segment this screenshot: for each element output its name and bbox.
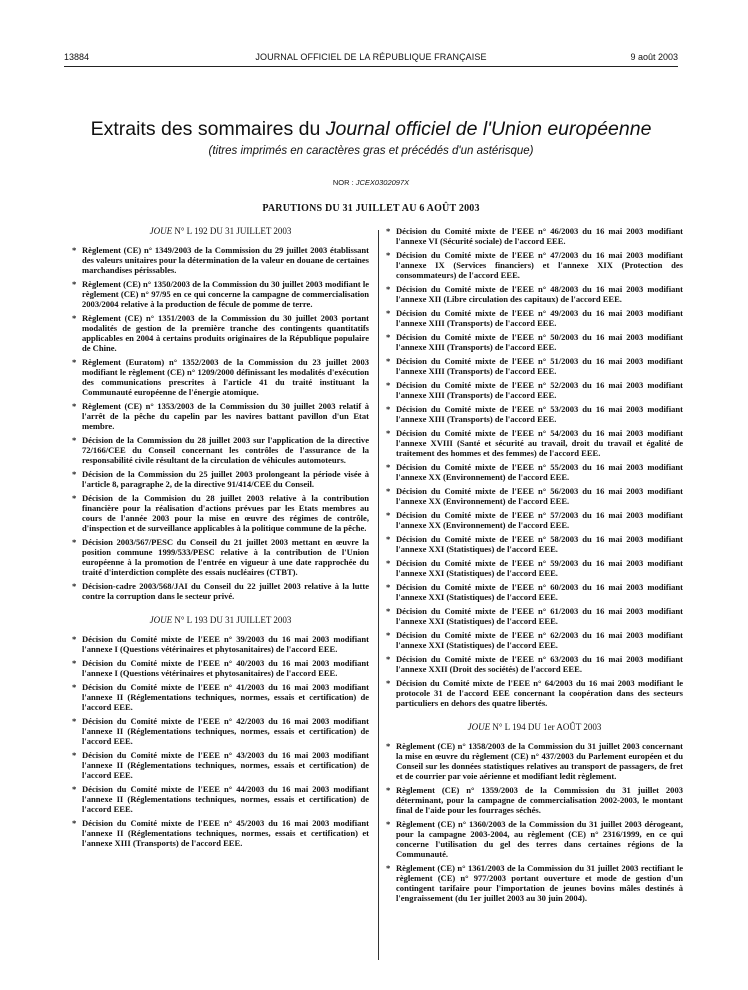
list-item (386, 462, 683, 482)
issue-reference: N° L 194 DU 1er AOÛT 2003 (490, 722, 602, 732)
page-header (64, 52, 678, 64)
item-text: Règlement (CE) n° 1350/2003 de la Commission du 30 juillet 2003 modifiant le règlement (CE) n° 97/95 en ce qui concerne la campagne de commercialisation 2003/2004 relative à la production de fécule de pomme de terre. (82, 279, 369, 309)
list-item (72, 658, 369, 678)
list-item (386, 428, 683, 458)
asterisk-bullet: * (72, 357, 77, 367)
list-item (72, 493, 369, 533)
asterisk-bullet: * (386, 678, 391, 688)
asterisk-bullet: * (386, 510, 391, 520)
asterisk-bullet: * (72, 245, 77, 255)
page-title (64, 118, 678, 141)
list-item (386, 250, 683, 280)
asterisk-bullet: * (386, 534, 391, 544)
asterisk-bullet: * (386, 404, 391, 414)
asterisk-bullet: * (386, 356, 391, 366)
item-text: Règlement (CE) n° 1349/2003 de la Commission du 29 juillet 2003 établissant des valeurs unitaires pour la détermination de la valeur en douane de certaines marchandises périssables. (82, 245, 369, 275)
item-text: Décision du Comité mixte de l'EEE n° 54/2003 du 16 mai 2003 modifiant l'annexe XVIII (Santé et sécurité au travail, droit du travail et égalité de traitement des hommes et des femmes) de l'accord EEE. (396, 428, 683, 458)
list-item (72, 784, 369, 814)
list-item (72, 401, 369, 431)
journal-issue-heading (72, 226, 369, 236)
title-emphasis: Journal officiel de l'Union européenne (325, 118, 652, 140)
header-rule (64, 66, 678, 67)
column-divider (378, 230, 379, 960)
item-text: Décision du Comité mixte de l'EEE n° 52/2003 du 16 mai 2003 modifiant l'annexe XIII (Transports) de l'accord EEE. (396, 380, 683, 400)
asterisk-bullet: * (386, 558, 391, 568)
asterisk-bullet: * (386, 428, 391, 438)
list-item (386, 863, 683, 903)
list-item (386, 678, 683, 708)
asterisk-bullet: * (72, 493, 77, 503)
asterisk-bullet: * (386, 462, 391, 472)
asterisk-bullet: * (72, 401, 77, 411)
asterisk-bullet: * (72, 682, 77, 692)
item-text: Règlement (CE) n° 1361/2003 de la Commission du 31 juillet 2003 rectifiant le règlement (CE) n° 977/2003 portant ouverture et mode de gestion d'un contingent tarifaire pour l'importation de jeunes bovins mâles destinés à l'engraissement (du 1er juillet 2003 au 30 juin 2004). (396, 863, 683, 903)
section-heading: PARUTIONS DU 31 JUILLET AU 6 AOÛT 2003 (262, 203, 480, 214)
item-text: Décision de la Commission du 25 juillet 2003 prolongeant la période visée à l'article 8, paragraphe 2, de la directive 91/414/CEE du Conseil. (82, 469, 369, 489)
list-item (386, 332, 683, 352)
list-item (386, 558, 683, 578)
list-item (72, 716, 369, 746)
list-item (386, 534, 683, 554)
nor-value: JCEX0302097X (355, 178, 410, 187)
item-text: Décision du Comité mixte de l'EEE n° 39/2003 du 16 mai 2003 modifiant l'annexe I (Questions vétérinaires et phytosanitaires) de l'accord EEE. (82, 634, 369, 654)
item-text: Décision du Comité mixte de l'EEE n° 50/2003 du 16 mai 2003 modifiant l'annexe XIII (Transports) de l'accord EEE. (396, 332, 683, 352)
asterisk-bullet: * (386, 785, 391, 795)
list-item (386, 510, 683, 530)
list-item (72, 313, 369, 353)
item-text: Décision du Comité mixte de l'EEE n° 46/2003 du 16 mai 2003 modifiant l'annexe VI (Sécurité sociale) de l'accord EEE. (396, 226, 683, 246)
item-text: Décision du Comité mixte de l'EEE n° 63/2003 du 16 mai 2003 modifiant l'annexe XXII (Droit des sociétés) de l'accord EEE. (396, 654, 683, 674)
item-text: Règlement (Euratom) n° 1352/2003 de la Commission du 23 juillet 2003 modifiant le règlement (CE) n° 1209/2000 définissant les modalités d'exécution des communications prescrites à l'article 41 du traité instituant la Communauté européenne de l'énergie atomique. (82, 357, 369, 397)
list-item (386, 486, 683, 506)
item-text: Décision du Comité mixte de l'EEE n° 43/2003 du 16 mai 2003 modifiant l'annexe II (Réglementations techniques, normes, essais et certification) de l'accord EEE. (82, 750, 369, 780)
asterisk-bullet: * (386, 284, 391, 294)
asterisk-bullet: * (72, 581, 77, 591)
item-text: Décision du Comité mixte de l'EEE n° 51/2003 du 16 mai 2003 modifiant l'annexe XIII (Transports) de l'accord EEE. (396, 356, 683, 376)
asterisk-bullet: * (72, 313, 77, 323)
list-item (72, 537, 369, 577)
asterisk-bullet: * (386, 741, 391, 751)
list-item (386, 819, 683, 859)
item-text: Décision du Comité mixte de l'EEE n° 42/2003 du 16 mai 2003 modifiant l'annexe II (Réglementations techniques, normes, essais et certification) de l'accord EEE. (82, 716, 369, 746)
asterisk-bullet: * (72, 537, 77, 547)
journal-issue-heading (72, 615, 369, 625)
issue-date: 9 août 2003 (630, 52, 678, 62)
item-text: Règlement (CE) n° 1360/2003 de la Commission du 31 juillet 2003 dérogeant, pour la campagne 2003-2004, au règlement (CE) n° 2316/1999, en ce qui concerne l'utilisation du gel des terres dans certaines régions de la Communauté. (396, 819, 683, 859)
asterisk-bullet: * (72, 469, 77, 479)
list-item (386, 284, 683, 304)
asterisk-bullet: * (386, 654, 391, 664)
item-text: Décision du Comité mixte de l'EEE n° 64/2003 du 16 mai 2003 modifiant le protocole 31 de l'accord EEE concernant la coopération dans des secteurs particuliers en dehors des quatre libertés. (396, 678, 683, 708)
item-text: Décision du Comité mixte de l'EEE n° 47/2003 du 16 mai 2003 modifiant l'annexe IX (Services financiers) et l'annexe XIX (Protection des consommateurs) de l'accord EEE. (396, 250, 683, 280)
asterisk-bullet: * (386, 606, 391, 616)
list-item (72, 818, 369, 848)
title-prefix: Extraits des sommaires du (90, 118, 326, 140)
item-text: Décision du Comité mixte de l'EEE n° 49/2003 du 16 mai 2003 modifiant l'annexe XIII (Transports) de l'accord EEE. (396, 308, 683, 328)
nor-reference (64, 178, 678, 187)
item-text: Décision du Comité mixte de l'EEE n° 55/2003 du 16 mai 2003 modifiant l'annexe XX (Environnement) de l'accord EEE. (396, 462, 683, 482)
item-text: Règlement (CE) n° 1351/2003 de la Commission du 30 juillet 2003 portant modalités de gestion de la première tranche des contingents quantitatifs applicables en 2004 à certains produits originaires de la République populaire de Chine. (82, 313, 369, 353)
issue-reference: N° L 193 DU 31 JUILLET 2003 (172, 615, 292, 625)
list-item (72, 357, 369, 397)
item-text: Décision de la Commision du 28 juillet 2003 relative à la contribution financière pour la réalisation d'actions prévues par les Etats membres au cours de l'année 2003 pour la mise en œuvre des régimes de contrôle, d'inspection et de surveillance applicables à la politique commune de la pêche. (82, 493, 369, 533)
item-text: Décision du Comité mixte de l'EEE n° 53/2003 du 16 mai 2003 modifiant l'annexe XIII (Transports) de l'accord EEE. (396, 404, 683, 424)
list-item (386, 582, 683, 602)
asterisk-bullet: * (386, 630, 391, 640)
list-item (386, 380, 683, 400)
list-item (72, 634, 369, 654)
item-text: Décision du Comité mixte de l'EEE n° 60/2003 du 16 mai 2003 modifiant l'annexe XXI (Statistiques) de l'accord EEE. (396, 582, 683, 602)
journal-abbrev: JOUE (149, 226, 173, 236)
list-item (72, 581, 369, 601)
asterisk-bullet: * (72, 658, 77, 668)
list-item (386, 606, 683, 626)
asterisk-bullet: * (386, 582, 391, 592)
nor-label: NOR : (332, 178, 356, 187)
asterisk-bullet: * (386, 308, 391, 318)
asterisk-bullet: * (386, 332, 391, 342)
asterisk-bullet: * (386, 380, 391, 390)
asterisk-bullet: * (72, 818, 77, 828)
list-item (386, 630, 683, 650)
journal-title: JOURNAL OFFICIEL DE LA RÉPUBLIQUE FRANÇAISE (255, 52, 487, 62)
list-item (72, 279, 369, 309)
item-text: Décision-cadre 2003/568/JAI du Conseil du 22 juillet 2003 relative à la lutte contre la corruption dans le secteur privé. (82, 581, 369, 601)
item-text: Décision du Comité mixte de l'EEE n° 44/2003 du 16 mai 2003 modifiant l'annexe II (Réglementations techniques, normes, essais et certification) de l'accord EEE. (82, 784, 369, 814)
list-item (72, 435, 369, 465)
item-text: Règlement (CE) n° 1358/2003 de la Commission du 31 juillet 2003 concernant la mise en œuvre du règlement (CE) n° 437/2003 du Parlement européen et du Conseil sur les données statistiques relatives au transport de passagers, de fret et de courrier par voie aérienne et modifiant ledit règlement. (396, 741, 683, 781)
item-text: Décision de la Commission du 28 juillet 2003 sur l'application de la directive 72/166/CEE du Conseil concernant les contrôles de l'assurance de la responsabilité civile résultant de la circulation de véhicules automoteurs. (82, 435, 369, 465)
right-column (386, 226, 683, 907)
list-item (386, 654, 683, 674)
item-text: Décision du Comité mixte de l'EEE n° 40/2003 du 16 mai 2003 modifiant l'annexe I (Questions vétérinaires et phytosanitaires) de l'accord EEE. (82, 658, 369, 678)
asterisk-bullet: * (72, 634, 77, 644)
page-subtitle: (titres imprimés en caractères gras et précédés d'un astérisque) (208, 145, 534, 157)
journal-abbrev: JOUE (149, 615, 173, 625)
item-text: Décision du Comité mixte de l'EEE n° 61/2003 du 16 mai 2003 modifiant l'annexe XXI (Statistiques) de l'accord EEE. (396, 606, 683, 626)
list-item (386, 308, 683, 328)
item-text: Décision du Comité mixte de l'EEE n° 58/2003 du 16 mai 2003 modifiant l'annexe XXI (Statistiques) de l'accord EEE. (396, 534, 683, 554)
page-number: 13884 (64, 52, 90, 62)
item-text: Règlement (CE) n° 1359/2003 de la Commission du 31 juillet 2003 déterminant, pour la campagne de commercialisation 2002-2003, le montant final de l'aide pour les fourrages séchés. (396, 785, 683, 815)
asterisk-bullet: * (72, 784, 77, 794)
journal-abbrev: JOUE (467, 722, 491, 732)
asterisk-bullet: * (72, 716, 77, 726)
list-item (72, 682, 369, 712)
list-item (72, 245, 369, 275)
asterisk-bullet: * (386, 226, 391, 236)
item-text: Décision du Comité mixte de l'EEE n° 41/2003 du 16 mai 2003 modifiant l'annexe II (Réglementations techniques, normes, essais et certification) de l'accord EEE. (82, 682, 369, 712)
list-item (386, 356, 683, 376)
list-item (386, 785, 683, 815)
asterisk-bullet: * (386, 250, 391, 260)
asterisk-bullet: * (72, 435, 77, 445)
asterisk-bullet: * (386, 819, 391, 829)
journal-issue-heading (386, 722, 683, 732)
list-item (72, 469, 369, 489)
list-item (386, 741, 683, 781)
item-text: Décision du Comité mixte de l'EEE n° 59/2003 du 16 mai 2003 modifiant l'annexe XXI (Statistiques) de l'accord EEE. (396, 558, 683, 578)
item-text: Décision du Comité mixte de l'EEE n° 45/2003 du 16 mai 2003 modifiant l'annexe II (Réglementations techniques, normes, essais et certification) et l'annexe XIII (Transports) de l'accord EEE. (82, 818, 369, 848)
left-column (72, 226, 369, 852)
asterisk-bullet: * (72, 279, 77, 289)
asterisk-bullet: * (386, 486, 391, 496)
asterisk-bullet: * (386, 863, 391, 873)
item-text: Décision du Comité mixte de l'EEE n° 56/2003 du 16 mai 2003 modifiant l'annexe XX (Environnement) de l'accord EEE. (396, 486, 683, 506)
list-item (72, 750, 369, 780)
list-item (386, 226, 683, 246)
list-item (386, 404, 683, 424)
item-text: Décision du Comité mixte de l'EEE n° 48/2003 du 16 mai 2003 modifiant l'annexe XII (Libre circulation des capitaux) de l'accord EEE. (396, 284, 683, 304)
asterisk-bullet: * (72, 750, 77, 760)
issue-reference: N° L 192 DU 31 JUILLET 2003 (172, 226, 292, 236)
item-text: Décision du Comité mixte de l'EEE n° 57/2003 du 16 mai 2003 modifiant l'annexe XX (Environnement) de l'accord EEE. (396, 510, 683, 530)
item-text: Décision du Comité mixte de l'EEE n° 62/2003 du 16 mai 2003 modifiant l'annexe XXI (Statistiques) de l'accord EEE. (396, 630, 683, 650)
item-text: Règlement (CE) n° 1353/2003 de la Commission du 30 juillet 2003 relatif à l'arrêt de la pêche du capelin par les navires battant pavillon d'un Etat membre. (82, 401, 369, 431)
item-text: Décision 2003/567/PESC du Conseil du 21 juillet 2003 mettant en œuvre la position commune 1999/533/PESC relative à la contribution de l'Union européenne à la promotion de l'entrée en vigueur à une date rapprochée du traité d'interdiction complète des essais nucléaires (CTBT). (82, 537, 369, 577)
